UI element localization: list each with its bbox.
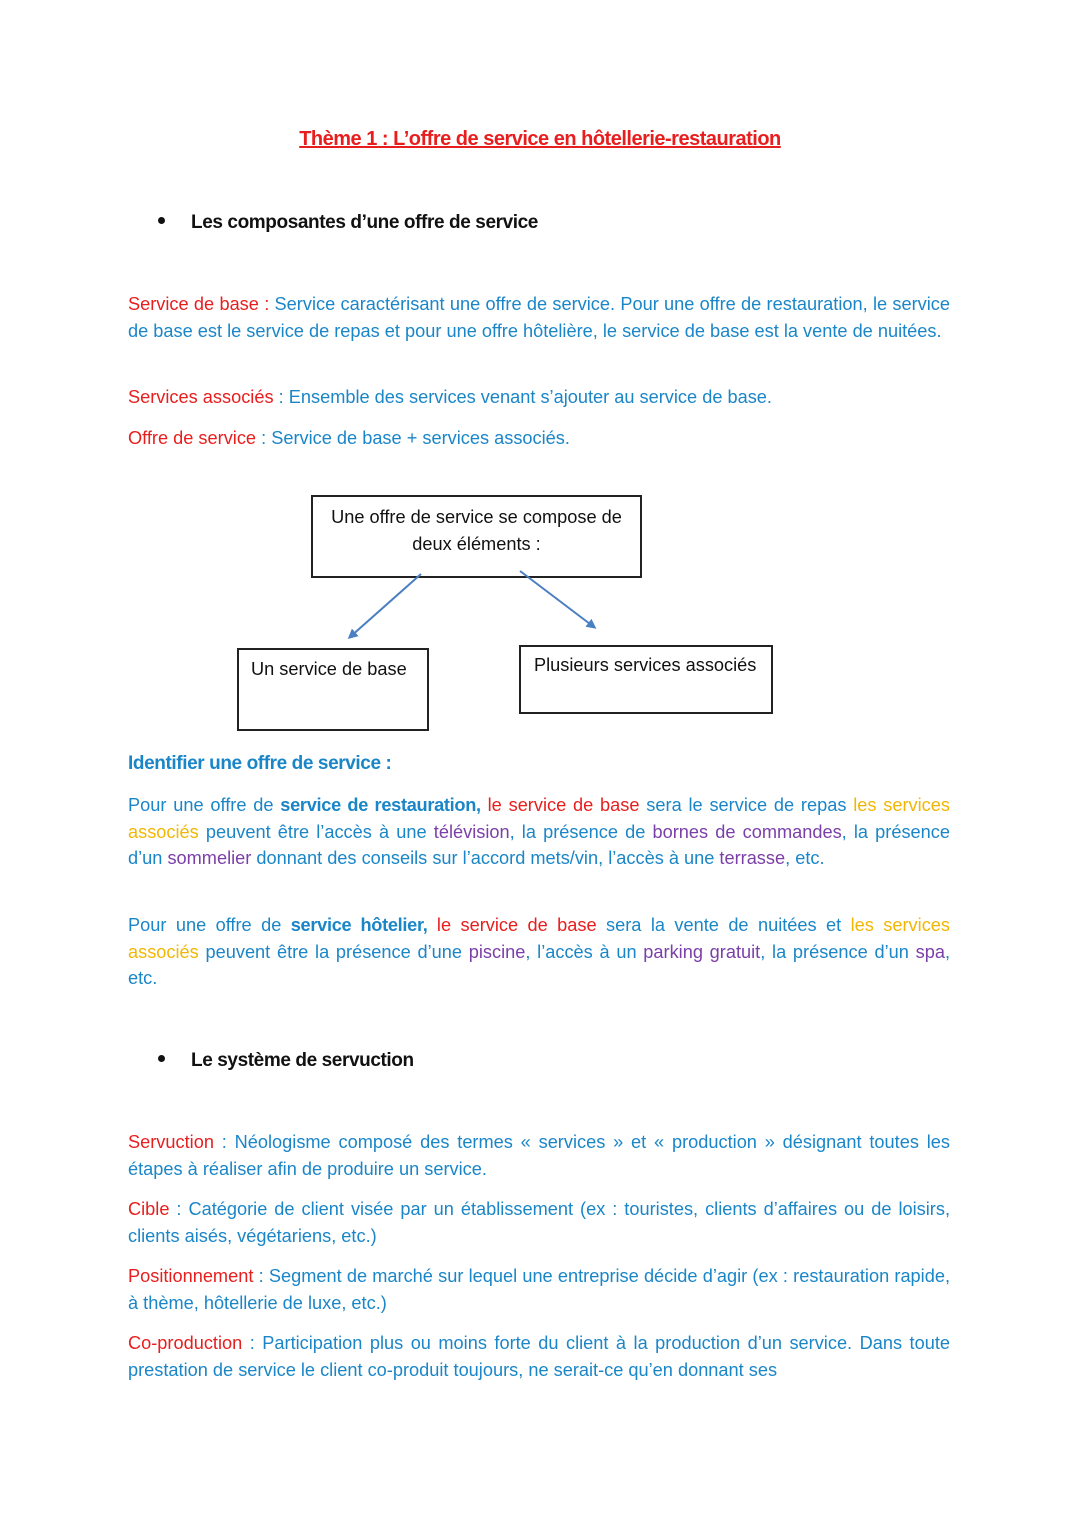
text-run: , etc. (128, 941, 950, 988)
definition-term: Cible (128, 1199, 170, 1219)
definition-separator: : (253, 1266, 269, 1286)
definition-positionnement (128, 1263, 950, 1316)
keyword-service-de-base: service de base (508, 795, 640, 815)
definition-separator: : (169, 1199, 189, 1219)
diagram-left-box: Un service de base (237, 648, 429, 731)
definition-text: Catégorie de client visée par un établissement (ex : touristes, clients d’affaires ou de loisirs, clients aisés, végétariens, etc.) (128, 1199, 950, 1246)
text-run: Pour une offre de (128, 915, 291, 935)
identify-heading: Identifier une offre de service : (128, 753, 392, 774)
example-piscine: piscine (468, 941, 526, 962)
definition-term: Co-production (128, 1333, 243, 1353)
paragraph-restauration (128, 792, 950, 872)
text-run: sera la vente de nuitées et (596, 915, 851, 935)
section-heading-text: Le système de servuction (191, 1050, 414, 1071)
definition-separator: : (256, 428, 272, 448)
example-terrasse: terrasse (719, 848, 786, 868)
bullet-icon (158, 1055, 165, 1062)
example-bornes: bornes de commandes (652, 821, 842, 842)
diagram-right-box: Plusieurs services associés (519, 645, 773, 714)
definition-text: Néologisme composé des termes « services » et « production » désignant toutes les étapes à réaliser afin de produire un service. (128, 1132, 950, 1179)
definition-term: Positionnement (128, 1266, 254, 1286)
text-run: , la présence d’un (760, 941, 916, 962)
definition-text: Ensemble des services venant s’ajouter au service de base. (288, 387, 772, 407)
definition-separator: : (258, 294, 275, 314)
text-run: , etc. (785, 848, 825, 868)
arrow-to-service-de-base (350, 574, 421, 637)
definition-separator: : (273, 387, 289, 407)
keyword-services-associes: les services associés (128, 795, 950, 842)
text-run: , l’accès à un (525, 941, 644, 962)
section-heading-servuction (158, 1050, 414, 1072)
text-run: peuvent être l’accès à une (198, 821, 434, 842)
example-sommelier: sommelier (167, 848, 252, 868)
text-run: Pour une offre de (128, 795, 281, 815)
definition-cible (128, 1196, 950, 1249)
definition-separator: : (213, 1132, 235, 1152)
keyword-restauration: service de restauration, (280, 795, 481, 815)
keyword-hotelier: service hôtelier, (290, 915, 428, 935)
definition-term: Servuction (128, 1132, 214, 1152)
definition-servuction (128, 1129, 950, 1182)
diagram-top-box: Une offre de service se compose de deux éléments : (311, 495, 642, 578)
definition-term: Service de base (128, 294, 259, 314)
text-run: sera le service de repas (639, 795, 854, 815)
example-parking: parking gratuit (643, 941, 761, 962)
definition-term: Offre de service (128, 428, 257, 448)
definition-text: Service de base + services associés. (271, 428, 570, 448)
definition-text: Participation plus ou moins forte du client à la production d’un service. Dans toute prestation de service le client co-produit toujours, ne serait-ce qu’en donnant ses (128, 1333, 950, 1380)
keyword-service-de-base: service de base (460, 915, 597, 935)
text-run: , la présence d’un (128, 821, 950, 868)
paragraph-hotelier (128, 912, 950, 992)
text-run: peuvent être la présence d’une (198, 941, 469, 962)
text-run: le (480, 795, 509, 815)
definition-co-production (128, 1330, 950, 1383)
arrow-to-services-associes (520, 571, 594, 627)
section-heading-text: Les composantes d’une offre de service (191, 212, 538, 233)
text-run: , la présence de (509, 821, 653, 842)
example-spa: spa (915, 941, 945, 962)
example-television: télévision (433, 821, 510, 842)
definition-text: Service caractérisant une offre de service. Pour une offre de restauration, le service de base est le service de repas et pour une offre hôtelière, le service de base est la vente de nuitées. (128, 294, 951, 341)
page-title: Thème 1 : L’offre de service en hôtellerie-restauration (299, 128, 781, 150)
definition-separator: : (242, 1333, 263, 1353)
keyword-services-associes: les services associés (128, 915, 950, 962)
definition-term: Services associés (128, 387, 274, 407)
text-run: le (427, 915, 461, 935)
text-run: donnant des conseils sur l’accord mets/vin, l’accès à une (251, 848, 720, 868)
definition-text: Segment de marché sur lequel une entreprise décide d’agir (ex : restauration rapide, à thème, hôtellerie de luxe, etc.) (128, 1266, 950, 1313)
